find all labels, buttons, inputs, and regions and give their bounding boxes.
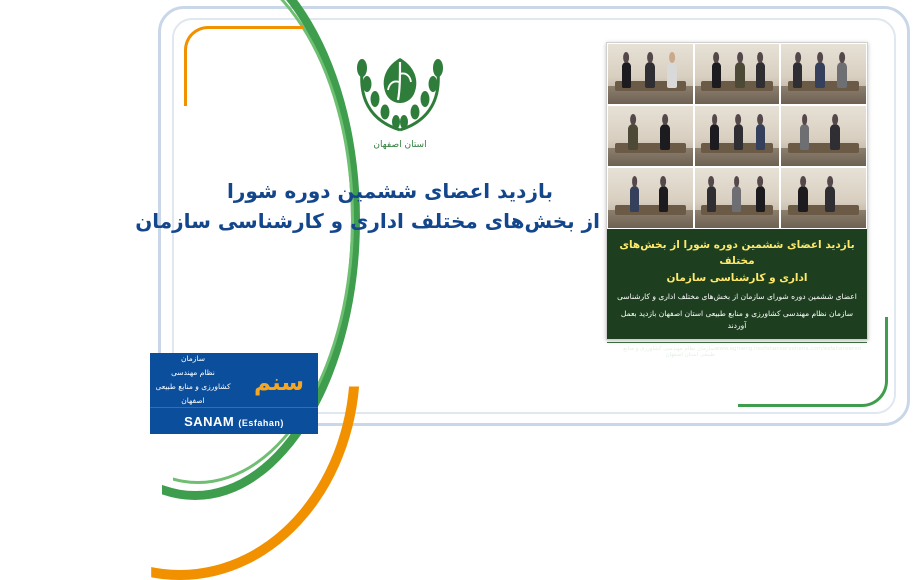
photo-row [607,105,867,167]
photo-cell [607,105,694,167]
sanam-brand-top [150,353,318,407]
collage-footer-social: esfahanservo [757,345,795,352]
photo-cell [780,105,867,167]
headline-line-1: بازدید اعضای ششمین دوره شورا [227,179,553,203]
sanam-persian-name [150,352,240,408]
collage-caption [607,229,867,336]
collage-title-line-1: بازدید اعضای ششمین دوره شورا از بخش‌های مختلف [619,239,855,268]
wheat-wreath-emblem-icon [346,42,454,138]
sanam-english-sub: (Esfahan) [238,417,284,428]
sanam-english-name [184,414,284,429]
photo-row [607,167,867,229]
photo-cell [780,43,867,105]
collage-subtitle-line-1: اعضای ششمین دوره شورای سازمان از بخش‌های مختلف اداری و کارشناسی [617,291,857,301]
collage-footer-extra: www.agroeng.ir [714,345,758,352]
photo-cell [607,43,694,105]
sanam-fa-line-2: نظام مهندسی [171,368,215,378]
collage-subtitle-line-2: سازمان نظام مهندسی کشاورزی و منابع طبیعی استان اصفهان بازدید بعمل آوردند [620,308,854,330]
logo-caption: استان اصفهان [373,140,427,150]
collage-title-line-2: اداری و کارشناسی سازمان [666,271,808,284]
photo-grid [607,43,867,229]
photo-cell [780,167,867,229]
photo-cell [694,43,781,105]
page-title [135,176,600,236]
photo-cell [694,105,781,167]
sanam-fa-line-3: کشاورزی و منابع طبیعی اصفهان [155,382,231,405]
sanam-logo-mark: سنم [253,369,305,396]
photo-row [607,43,867,105]
sanam-brand-badge [150,353,318,433]
corner-accent-top-left [184,26,304,106]
photo-cell [607,167,694,229]
collage-footer [607,342,867,362]
sanam-brand-bottom [150,407,318,434]
collage-footer-org: سازمان نظام مهندسی کشاورزی و منابع طبیعی استان اصفهان [623,345,715,358]
sanam-fa-line-1: سازمان [180,354,205,364]
photo-cell [694,167,781,229]
sanam-english-main: SANAM [184,413,235,429]
poster-page [135,0,918,433]
collage-footer-site: nena.com/esfahanservo [794,345,861,352]
photo-collage-card [606,42,868,358]
organization-logo [340,42,460,150]
headline-line-2: از بخش‌های مختلف اداری و کارشناسی سازمان [135,209,600,233]
